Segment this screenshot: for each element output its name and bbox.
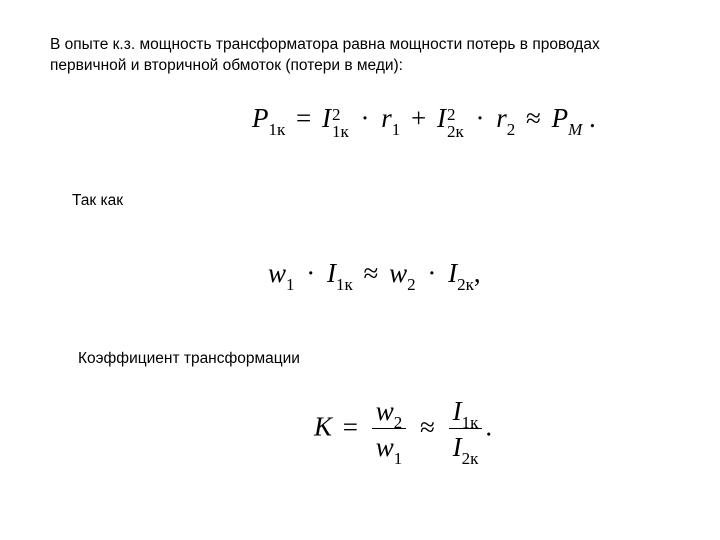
equals-sign-2: = (342, 411, 358, 442)
i2k-sub: 2к (447, 122, 464, 141)
i1k-scripts (332, 106, 349, 140)
w1-sub: 1 (286, 275, 295, 294)
pm-sub-letter: M (568, 120, 583, 140)
ampere-turns-formula (268, 258, 481, 294)
approx-sign-2: ≈ (363, 258, 379, 288)
i1k-sub: 1к (332, 122, 349, 141)
i1k-var-2: I (327, 258, 337, 288)
w2-num-var: w (375, 396, 394, 426)
r2-sub: 2 (506, 120, 516, 140)
w1-den-var: w (375, 432, 394, 462)
i1k-sup: 2 (332, 105, 341, 124)
fraction-w-denominator (372, 428, 407, 468)
i1k-num-sub: 1к (461, 413, 479, 432)
w1-var: w (268, 258, 287, 288)
transformation-ratio-formula (314, 396, 493, 468)
w2-var: w (389, 258, 408, 288)
i2k-var-2: I (448, 258, 458, 288)
formula1-end: . (589, 103, 596, 134)
i2k-sub-2: 2к (457, 275, 474, 294)
i2k-den-sub: 2к (461, 449, 479, 468)
cdot-2: · (475, 103, 485, 134)
i2k-den-var: I (452, 432, 462, 462)
r1-sub: 1 (391, 120, 401, 140)
since-label: Так как (72, 192, 124, 209)
pm-var: P (551, 103, 569, 134)
fraction-w-numerator (372, 396, 407, 432)
p1k-sub: 1к (268, 120, 286, 140)
fraction-i (449, 396, 483, 468)
coefficient-label: Коэффициент трансформации (78, 350, 300, 367)
cdot-1: · (360, 103, 370, 134)
p1k-var: P (252, 103, 269, 134)
r1-var: r (381, 103, 392, 134)
k-var: K (314, 411, 333, 442)
approx-sign: ≈ (526, 103, 541, 134)
approx-sign-3: ≈ (420, 411, 435, 442)
i2k-var: I (437, 103, 447, 134)
w1-den-sub: 1 (393, 449, 403, 468)
pm-sub (568, 120, 582, 139)
plus-sign: + (411, 103, 427, 134)
i2k-sup: 2 (447, 105, 456, 124)
intro-paragraph: В опыте к.з. мощность трансформатора равна мощности потерь в проводах первичной и вторичной обмоток (потери в меди): (50, 36, 600, 74)
w2-num-sub: 2 (393, 413, 403, 432)
fraction-w (372, 396, 407, 468)
w2-sub: 2 (407, 275, 416, 294)
fraction-i-denominator (449, 428, 483, 468)
cdot-3: · (306, 258, 316, 288)
cdot-4: · (427, 258, 437, 288)
r2-var: r (496, 103, 507, 134)
formula2-end: , (473, 258, 481, 288)
equals-sign: = (296, 103, 312, 134)
formula3-end: . (485, 411, 493, 442)
i2k-scripts (447, 106, 464, 140)
i1k-sub-2: 1к (336, 275, 353, 294)
fraction-i-numerator (449, 396, 483, 432)
i1k-var: I (322, 103, 331, 134)
i1k-num-var: I (452, 396, 462, 426)
power-loss-formula (252, 103, 596, 141)
